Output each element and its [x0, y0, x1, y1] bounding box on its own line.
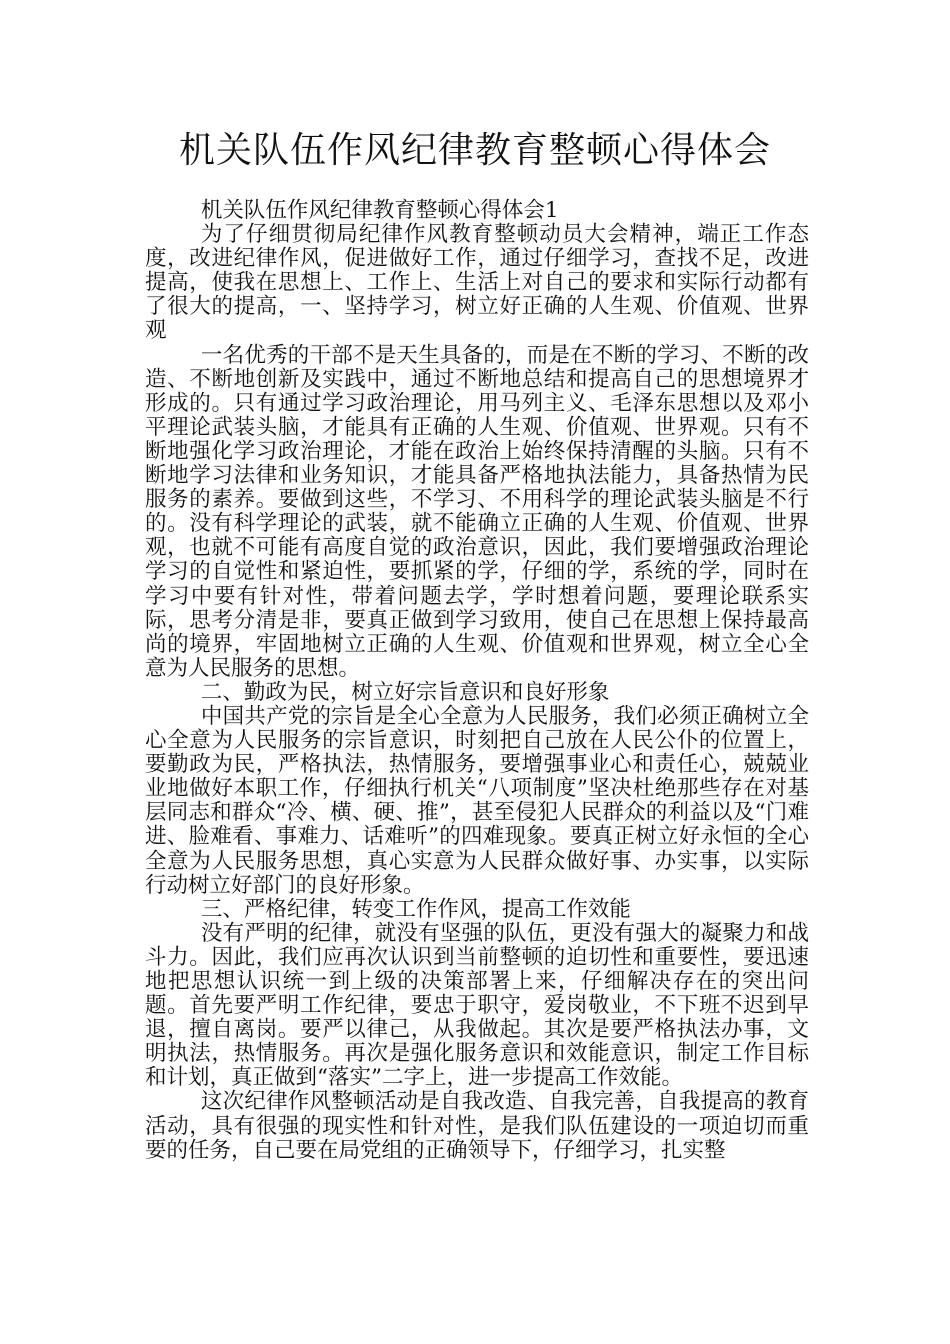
- section-heading-2: 二、勤政为民，树立好宗旨意识和良好形象: [200, 679, 610, 705]
- paragraph-discipline: 没有严明的纪律，就没有坚强的队伍，更没有强大的凝聚力和战斗力。因此，我们应再次认识到当前整顿的迫切性和重要性，要迅速地把思想认识统一到上级的决策部署上来，仔细解决存在的突出问题。首先要严明工作纪律，要忠于职守，爱岗敬业，不下班不迟到早退，擅自离岗。要严以律己，从我做起。其次是要严格执法办事，文明执法，热情服务。再次是强化服务意识和效能意识，制定工作目标和计划，真正做到“落实”二字上，进一步提高工作效能。: [145, 920, 809, 1091]
- paragraph-service: 中国共产党的宗旨是全心全意为人民服务，我们必须正确树立全心全意为人民服务的宗旨意识，时刻把自己放在人民公仆的位置上，要勤政为民，严格执法，热情服务，要增强事业心和责任心，兢兢业业地做好本职工作，仔细执行机关“八项制度”坚决杜绝那些存在对基层同志和群众“冷、横、硬、推”，甚至侵犯人民群众的利益以及“门难进、脸难看、事难力、话难听”的四难现象。要真正树立好永恒的全心全意为人民服务思想，真心实意为人民群众做好事、办实事，以实际行动树立好部门的良好形象。: [145, 703, 809, 898]
- document-title: 机关队伍作风纪律教育整顿心得体会: [178, 130, 771, 171]
- paragraph-study: 一名优秀的干部不是天生具备的，而是在不断的学习、不断的改造、不断地创新及实践中，通过不断地总结和提高自己的思想境界才形成的。只有通过学习政治理论，用马列主义、毛泽东思想以及邓小平理论武装头脑，才能具有正确的人生观、价值观、世界观。只有不断地强化学习政治理论，才能在政治上始终保持清醒的头脑。只有不断地学习法律和业务知识，才能具备严格地执法能力，具备热情为民服务的素养。要做到这些，不学习、不用科学的理论武装头脑是不行的。没有科学理论的武装，就不能确立正确的人生观、价值观、世界观，也就不可能有高度自觉的政治意识，因此，我们要增强政治理论学习的自觉性和紧迫性，要抓紧的学，仔细的学，系统的学，同时在学习中要有针对性，带着问题去学，学时想着问题，要理论联系实际，思考分清是非，要真正做到学习致用，使自己在思想上保持最高尚的境界，牢固地树立正确的人生观、价值观和世界观，树立全心全意为人民服务的思想。: [145, 342, 809, 681]
- paragraph-subtitle: 机关队伍作风纪律教育整顿心得体会1: [200, 198, 559, 223]
- document-body: [145, 199, 809, 1163]
- section-heading-3: 三、严格纪律，转变工作作风，提高工作效能: [200, 896, 631, 922]
- paragraph-intro: 为了仔细贯彻局纪律作风教育整顿动员大会精神，端正工作态度，改进纪律作风，促进做好工作，通过仔细学习，查找不足，改进提高，使我在思想上、工作上、生活上对自己的要求和实际行动都有了很大的提高，一、坚持学习，树立好正确的人生观、价值观、世界观: [145, 222, 809, 344]
- paragraph-conclusion: 这次纪律作风整顿活动是自我改造、自我完善，自我提高的教育活动，具有很强的现实性和针对性，是我们队伍建设的一项迫切而重要的任务，自己要在局党组的正确领导下，仔细学习，扎实整: [145, 1089, 809, 1163]
